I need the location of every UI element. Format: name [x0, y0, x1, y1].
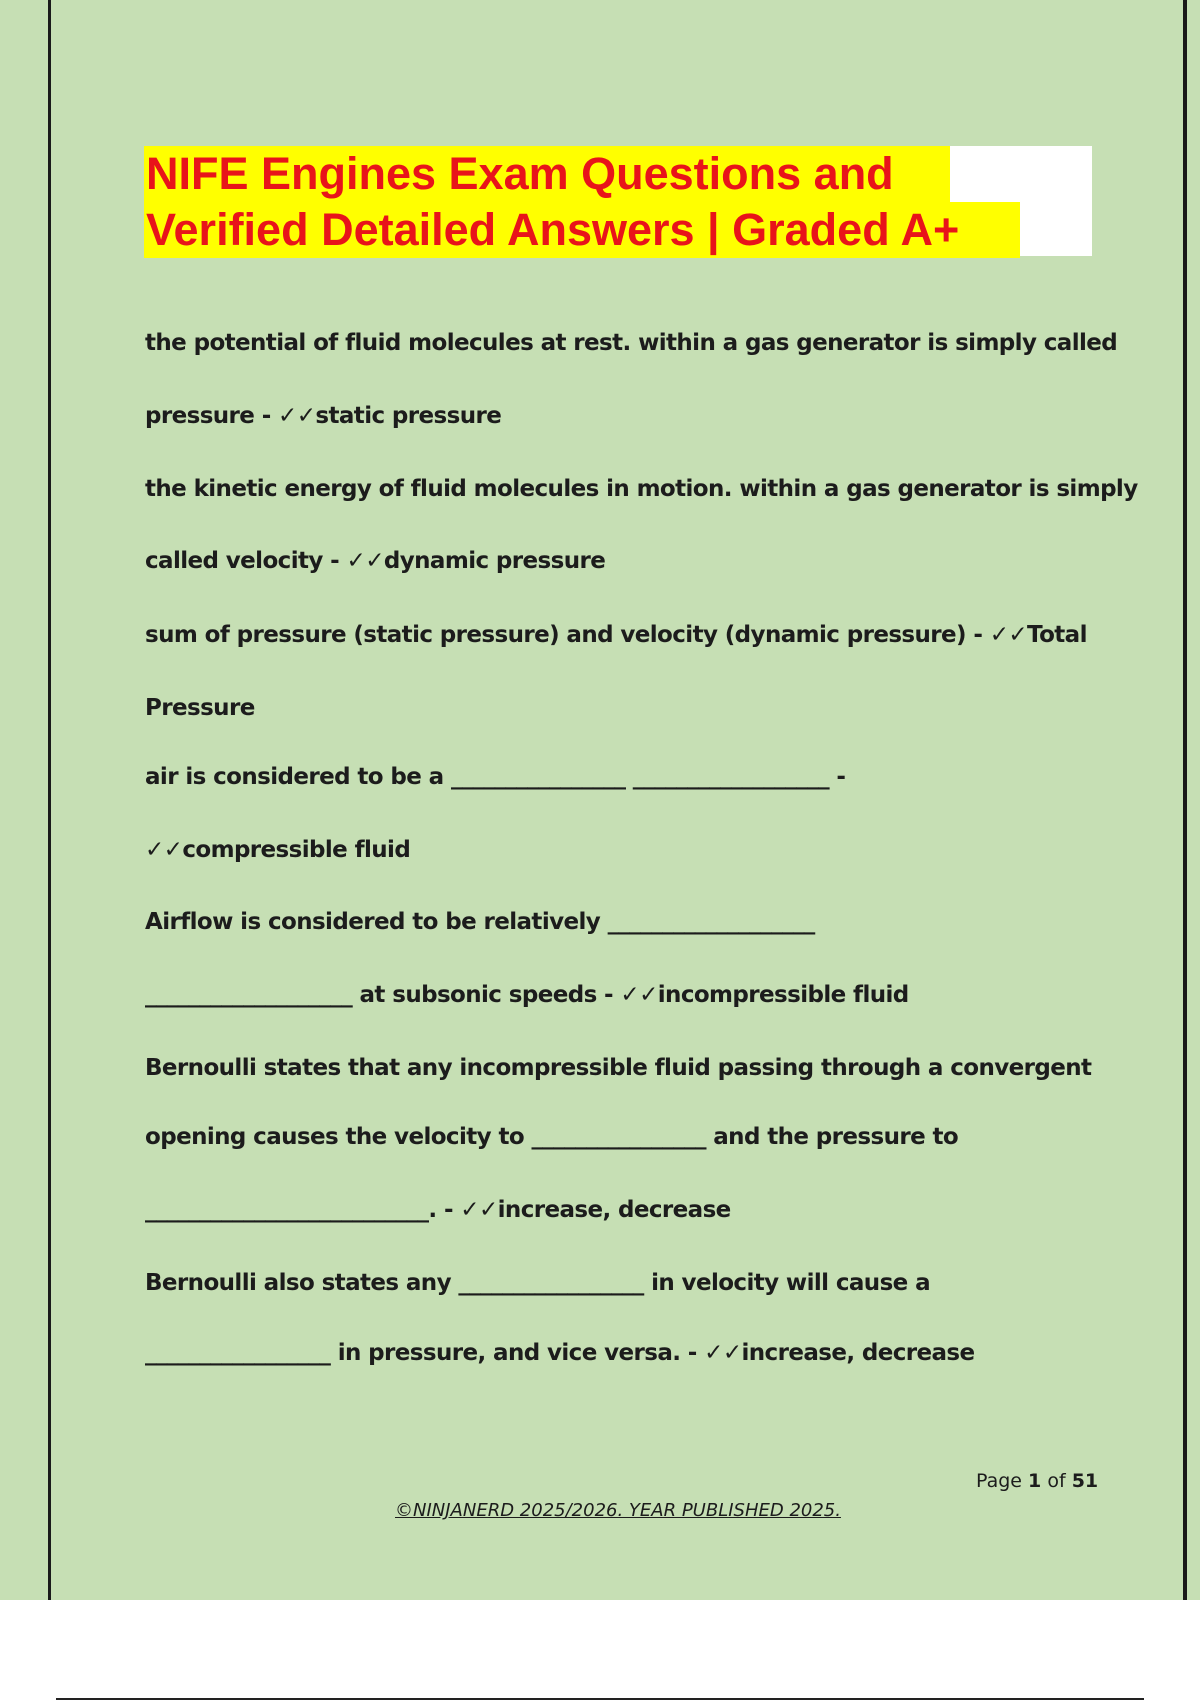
text-line: the potential of fluid molecules at rest. within a gas generator is simply called: [145, 330, 1118, 356]
text-line: ✓✓compressible fluid: [145, 837, 411, 863]
text-line: air is considered to be a ________________ __________________ -: [145, 764, 846, 790]
page-border-left: [48, 0, 51, 1600]
text-line: Pressure: [145, 695, 255, 721]
title-box: [144, 146, 1092, 256]
page-total: 51: [1071, 1470, 1099, 1492]
title-line-1: NIFE Engines Exam Questions and: [144, 146, 950, 202]
page-current: 1: [1028, 1470, 1042, 1492]
text-line: Airflow is considered to be relatively ___________________: [145, 909, 815, 935]
text-line: Bernoulli also states any _________________ in velocity will cause a: [145, 1270, 930, 1296]
text-line: the kinetic energy of fluid molecules in motion. within a gas generator is simply: [145, 476, 1138, 502]
text-line: Bernoulli states that any incompressible fluid passing through a convergent: [145, 1055, 1092, 1081]
text-line: _________________ in pressure, and vice versa. - ✓✓increase, decrease: [145, 1340, 975, 1366]
page-border-right: [1183, 0, 1187, 1600]
page-of: of: [1047, 1470, 1066, 1492]
text-line: called velocity - ✓✓dynamic pressure: [145, 548, 606, 574]
page-label: Page: [976, 1470, 1022, 1492]
text-line: __________________________. - ✓✓increase, decrease: [145, 1197, 731, 1223]
text-line: pressure - ✓✓static pressure: [145, 403, 502, 429]
text-line: opening causes the velocity to ________________ and the pressure to: [145, 1124, 959, 1150]
footer-copyright: ©NINJANERD 2025/2026. YEAR PUBLISHED 2025.: [395, 1500, 841, 1521]
page-number: [976, 1470, 1098, 1492]
title-line-2: Verified Detailed Answers | Graded A+: [144, 202, 1020, 258]
text-line: ___________________ at subsonic speeds - ✓✓incompressible fluid: [145, 982, 909, 1008]
text-line: sum of pressure (static pressure) and velocity (dynamic pressure) - ✓✓Total: [145, 622, 1087, 648]
